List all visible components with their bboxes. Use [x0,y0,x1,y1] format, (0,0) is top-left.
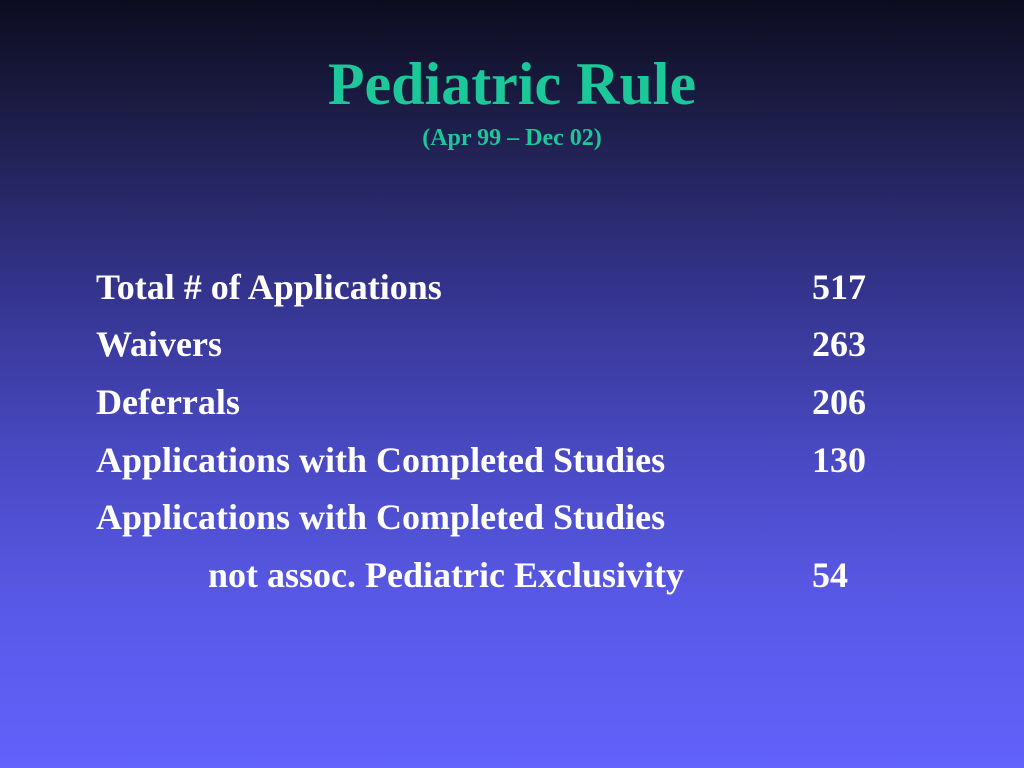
stat-value: 517 [812,267,866,307]
stat-label: not assoc. Pediatric Exclusivity [208,555,684,595]
stat-row-total-applications [0,265,1024,309]
stat-value: 263 [812,324,866,364]
stat-row-completed-studies-continued [0,495,1024,539]
stat-row-waivers [0,322,1024,366]
stat-label: Total # of Applications [96,267,442,307]
stat-label: Applications with Completed Studies [96,497,666,537]
stat-value: 130 [812,440,866,480]
stat-label: Waivers [96,324,222,364]
slide-title: Pediatric Rule [327,51,697,117]
slide-subtitle: (Apr 99 – Dec 02) [422,125,602,151]
stat-label: Deferrals [96,382,240,422]
stat-row-not-assoc-exclusivity [0,553,1024,597]
stat-row-completed-studies [0,438,1024,482]
stat-label: Applications with Completed Studies [96,440,666,480]
stat-value: 206 [812,382,866,422]
stat-row-deferrals [0,380,1024,424]
stat-value: 54 [812,555,848,595]
